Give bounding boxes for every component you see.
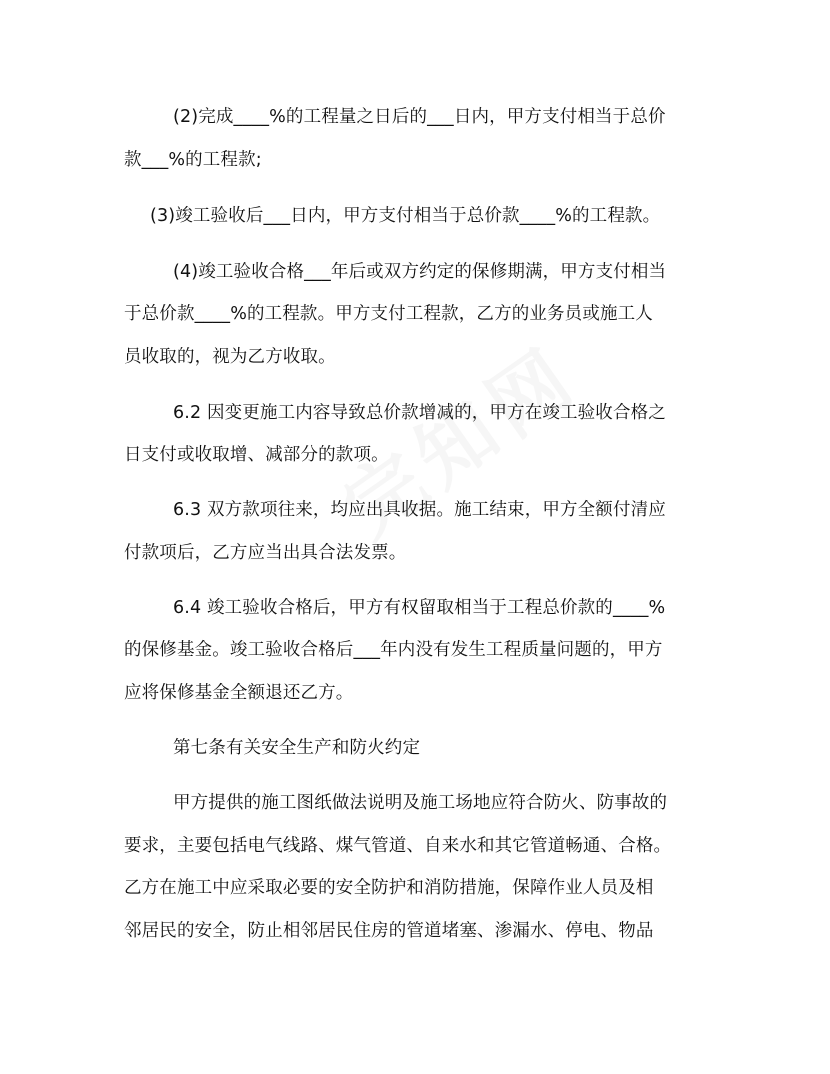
- paragraph-2-line-2: 款___%的工程款;: [124, 150, 262, 170]
- section-7-body-line-1: 甲方提供的施工图纸做法说明及施工场地应符合防火、防事故的: [173, 793, 668, 813]
- section-7-heading: 第七条有关安全生产和防火约定: [173, 738, 421, 758]
- section-7-body-line-2: 要求，主要包括电气线路、煤气管道、自来水和其它管道畅通、合格。: [124, 836, 672, 856]
- watermark: [295, 299, 626, 581]
- paragraph-6-4-line-3: 应将保修基金全额退还乙方。: [124, 683, 354, 703]
- paragraph-3-line-1: (3)竣工验收后___日内，甲方支付相当于总价款____%的工程款。: [150, 206, 661, 226]
- paragraph-6-2-line-2: 日支付或收取增、减部分的款项。: [124, 445, 389, 465]
- section-7-body-line-4: 邻居民的安全，防止相邻居民住房的管道堵塞、渗漏水、停电、物品: [124, 921, 654, 941]
- paragraph-4-line-1: (4)竣工验收合格___年后或双方约定的保修期满，甲方支付相当: [173, 262, 667, 282]
- paragraph-2-line-1: (2)完成____%的工程量之日后的___日内，甲方支付相当于总价: [173, 107, 666, 127]
- paragraph-6-3-line-1: 6.3 双方款项往来，均应出具收据。施工结束，甲方全额付清应: [173, 500, 666, 520]
- paragraph-6-4-line-2: 的保修基金。竣工验收合格后___年内没有发生工程质量问题的，甲方: [124, 640, 663, 660]
- paragraph-4-line-2: 于总价款____%的工程款。甲方支付工程款，乙方的业务员或施工人: [124, 304, 653, 324]
- paragraph-6-2-line-1: 6.2 因变更施工内容导致总价款增减的，甲方在竣工验收合格之: [173, 403, 666, 423]
- section-7-body-line-3: 乙方在施工中应采取必要的安全防护和消防措施，保障作业人员及相: [124, 878, 654, 898]
- paragraph-4-line-3: 员收取的，视为乙方收取。: [124, 347, 336, 367]
- paragraph-6-3-line-2: 付款项后，乙方应当出具合法发票。: [124, 543, 407, 563]
- paragraph-6-4-line-1: 6.4 竣工验收合格后，甲方有权留取相当于工程总价款的____%: [173, 598, 666, 618]
